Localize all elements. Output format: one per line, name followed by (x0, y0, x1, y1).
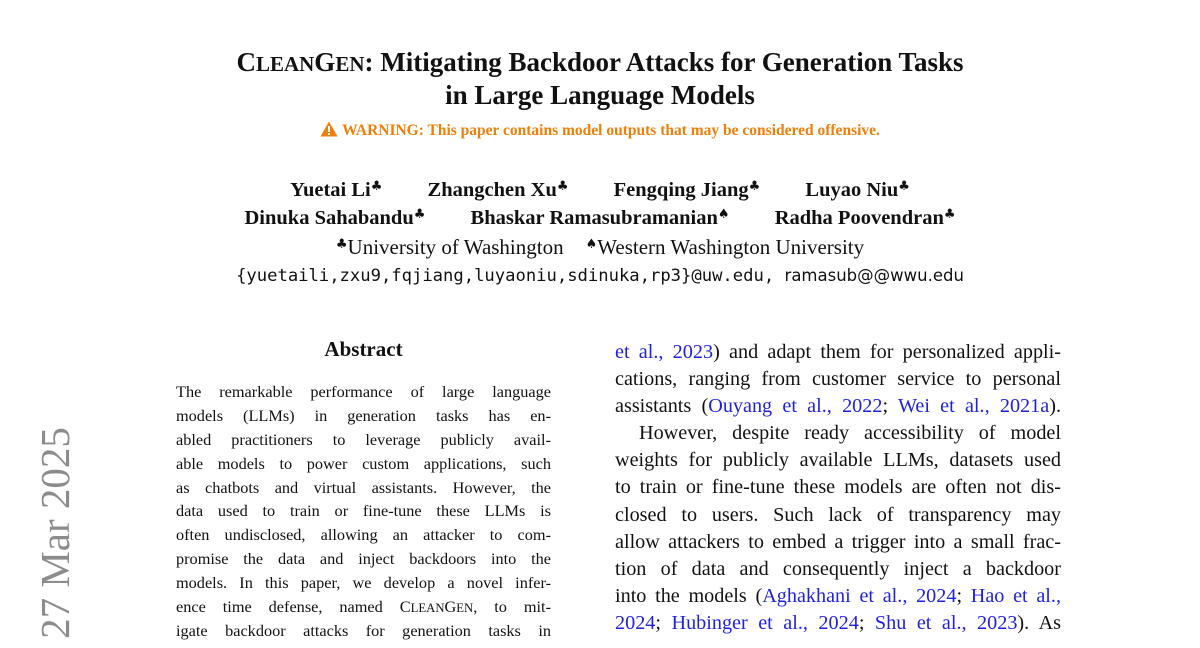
author-name: Yuetai Li (290, 179, 371, 201)
intro-line (615, 339, 1061, 366)
intro-body (615, 339, 1061, 637)
abstract-line: models. In this paper, we develop a novel infer- (176, 573, 551, 593)
citation-link[interactable]: Aghakhani et al., 2024 (762, 584, 957, 607)
intro-line: cations, ranging from customer service to personal (615, 368, 1061, 391)
arxiv-date-stamp (10, 428, 100, 638)
affil-mark: ♠ (717, 207, 730, 222)
intro-line (615, 610, 1061, 637)
affiliation-wwu: Western Washington University (597, 235, 865, 259)
abstract-line: igate backdoor attacks for generation tasks in (176, 620, 551, 640)
abstract-line: able models to power custom applications, such (176, 453, 551, 473)
arxiv-date-text: 27 Mar 2025 (32, 427, 78, 639)
citation-link[interactable]: Wei et al., 2021a (897, 395, 1050, 418)
authors-row-1 (0, 179, 1200, 202)
citation-link[interactable]: Hubinger et al., 2024 (671, 611, 859, 634)
affil-mark: ♣ (748, 179, 761, 194)
citation-link[interactable]: 2024 (615, 611, 656, 634)
warning-text: WARNING: This paper contains model outputs that may be considered offensive. (342, 122, 880, 139)
citation-link[interactable]: Shu et al., 2023 (874, 611, 1018, 634)
title-sc-g: G (314, 47, 336, 77)
abstract-line (176, 595, 551, 619)
author-yuetai-li (290, 179, 382, 201)
author-name: Dinuka Sahabandu (244, 207, 414, 229)
affil-mark: ♣ (413, 207, 426, 222)
text-run: ; (956, 584, 971, 607)
text-run: assistants ( (615, 395, 709, 418)
text-run: ; (882, 395, 898, 418)
author-name: Fengqing Jiang (613, 179, 749, 201)
offensive-warning (0, 121, 1200, 140)
abstract-line: promise the data and inject backdoors into the (176, 549, 551, 569)
cleangen-sc: C (399, 597, 411, 617)
text-run: ). (1049, 395, 1061, 418)
authors-row-2 (0, 207, 1200, 230)
author-zhangchen-xu (428, 179, 569, 201)
intro-line: weights for publicly available LLMs, datasets used (615, 449, 1061, 472)
text-run: ) and adapt them for personalized appli- (713, 341, 1062, 363)
author-luyao-niu (805, 179, 910, 201)
author-dinuka-sahabandu (244, 207, 425, 229)
citation-link[interactable]: Ouyang et al., 2022 (708, 395, 883, 418)
citation-link[interactable]: Hao et al., (970, 584, 1062, 607)
email-uw[interactable]: {yuetaili,zxu9,fqjiang,luyaoniu,sdinuka,rp3}@uw.edu, (236, 266, 775, 286)
affil-mark: ♣ (943, 207, 956, 222)
author-name: Zhangchen Xu (427, 179, 557, 201)
intro-line: tion of data and consequently inject a backdoor (615, 557, 1061, 580)
title-sc-c: C (236, 47, 256, 77)
author-name: Luyao Niu (805, 179, 899, 201)
author-name: Bhaskar Ramasubramanian (470, 207, 718, 229)
text-run: , to mit- (473, 597, 551, 617)
abstract-line: models (LLMs) in generation tasks has en- (176, 405, 551, 425)
affiliations (0, 235, 1200, 260)
intro-line: However, despite ready accessibility of model (639, 422, 1061, 445)
cleangen-sc: G (444, 597, 457, 617)
affil-mark: ♣ (898, 179, 910, 194)
abstract-line: often undisclosed, allowing an attacker to com- (176, 525, 551, 545)
abstract-line: as chatbots and virtual assistants. However, the (176, 477, 551, 497)
author-fengqing-jiang (614, 179, 761, 201)
affil-mark: ♣ (556, 179, 569, 194)
text-run: ence time defense, named (176, 597, 400, 617)
intro-line (615, 583, 1061, 610)
author-bhaskar-ramasubramanian (471, 207, 730, 229)
abstract-line: data used to train or fine-tune these LLMs is (176, 501, 551, 521)
paper-title-line1 (0, 46, 1200, 80)
citation-link[interactable]: et al., 2023 (615, 341, 714, 363)
intro-line: closed to users. Such lack of transparency may (615, 503, 1061, 526)
intro-line: to train or fine-tune these models are often not dis- (615, 476, 1061, 499)
abstract-line: abled practitioners to leverage publicly avail- (176, 429, 551, 449)
abstract-heading: Abstract (324, 337, 403, 361)
title-rest: : Mitigating Backdoor Attacks for Generation Tasks (364, 47, 964, 77)
intro-line: allow attackers to embed a trigger into a small frac- (615, 530, 1061, 553)
intro-line (615, 393, 1061, 420)
text-run: ; (655, 611, 672, 634)
author-radha-poovendran (775, 207, 956, 229)
club-mark: ♣ (335, 237, 348, 252)
text-run: into the models ( (615, 584, 763, 607)
spade-mark: ♠ (585, 237, 598, 252)
affiliation-uw: University of Washington (347, 235, 564, 259)
text-run: ; (858, 611, 875, 634)
abstract-line: The remarkable performance of large language (176, 382, 551, 401)
cleangen-sc: LEAN (410, 601, 445, 616)
title-sc-lean: LEAN (255, 52, 315, 76)
paper-title-line2: in Large Language Models (445, 80, 755, 110)
text-run: ). As (1017, 611, 1062, 634)
author-emails (0, 266, 1200, 286)
author-name: Radha Poovendran (774, 207, 944, 229)
email-wwu[interactable]: ramasub@@wwu.edu (784, 266, 964, 285)
cleangen-sc: EN (456, 601, 474, 616)
abstract-body (176, 380, 551, 643)
affil-mark: ♣ (370, 179, 383, 194)
title-sc-en: EN (335, 52, 365, 76)
warning-icon (320, 121, 338, 137)
